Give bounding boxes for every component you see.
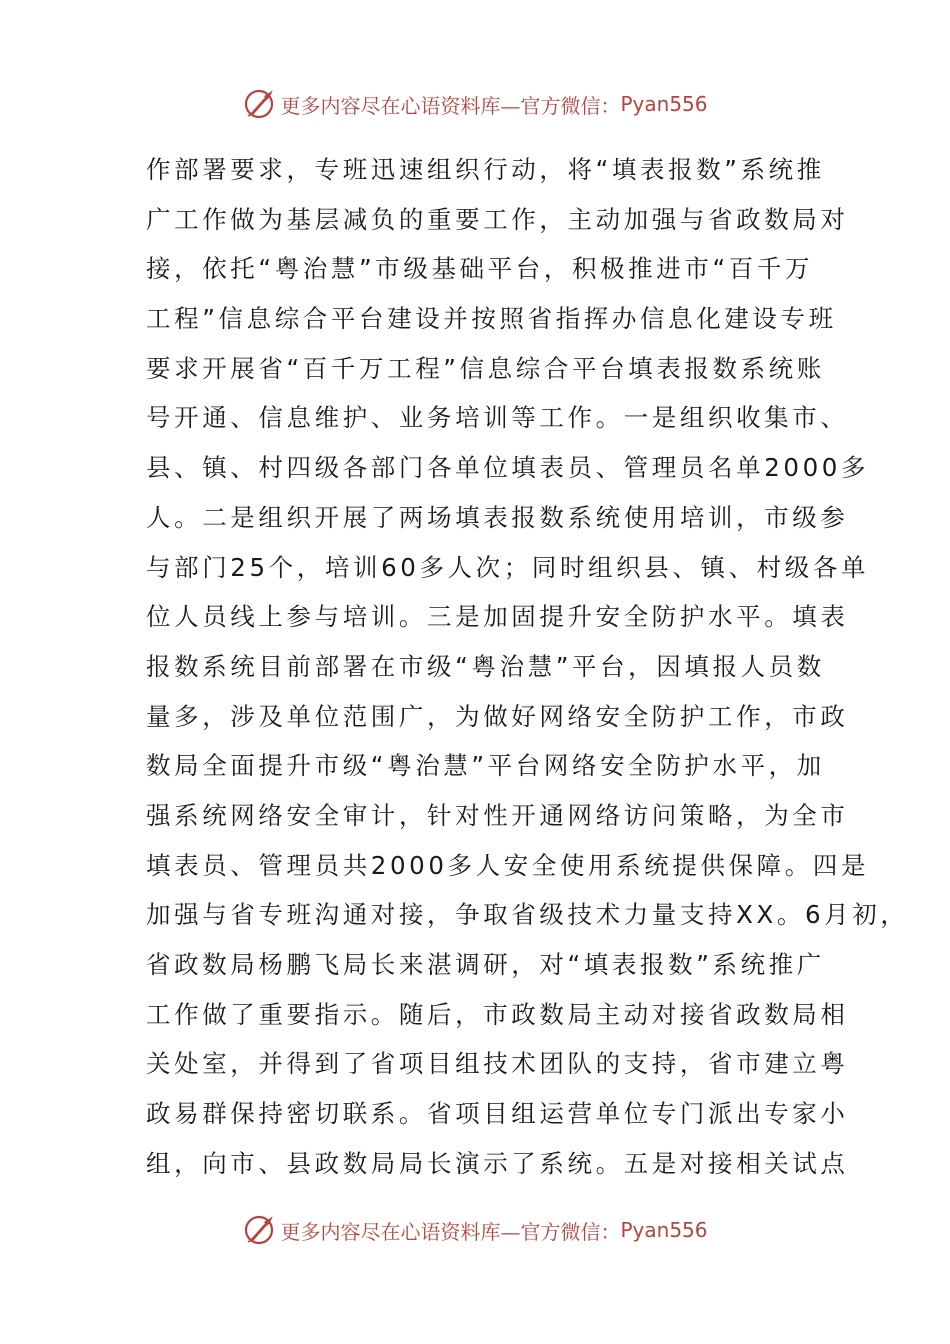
- footer-banner-text: 更多内容尽在心语资料库—官方微信：: [280, 1219, 621, 1244]
- header-banner-text: 更多内容尽在心语资料库—官方微信：: [280, 93, 621, 118]
- body-line: 政易群保持密切联系。省项目组运营单位专门派出专家小: [146, 1099, 849, 1129]
- header-banner: [0, 84, 950, 124]
- body-line: 广工作做为基层减负的重要工作，主动加强与省政数局对: [146, 204, 849, 234]
- body-line: 关处室，并得到了省项目组技术团队的支持，省市建立粤: [146, 1049, 849, 1079]
- quill-pen-circle-icon: [242, 1213, 276, 1247]
- body-line: 强系统网络安全审计，针对性开通网络访问策略，为全市: [146, 800, 849, 830]
- body-line: 数局全面提升市级“粤治慧”平台网络安全防护水平，加: [146, 751, 825, 781]
- body-line: 工作做了重要指示。随后，市政数局主动对接省政数局相: [146, 999, 849, 1029]
- body-line: 省政数局杨鹏飞局长来湛调研，对“填表报数”系统推广: [146, 950, 825, 979]
- document-body: [146, 145, 909, 1188]
- body-line: 量多，涉及单位范围广，为做好网络安全防护工作，市政: [146, 701, 849, 731]
- body-line: 填表员、管理员共2000多人安全使用系统提供保障。四是: [146, 850, 870, 880]
- footer-banner: [0, 1210, 950, 1250]
- body-line: 工程”信息综合平台建设并按照省指挥办信息化建设专班: [146, 304, 837, 334]
- body-line: 县、镇、村四级各部门各单位填表员、管理员名单2000多: [146, 453, 870, 483]
- footer-banner-handle: Pyan556: [620, 1218, 708, 1242]
- body-line: 位人员线上参与培训。三是加固提升安全防护水平。填表: [146, 602, 849, 632]
- header-banner-handle: Pyan556: [620, 92, 708, 116]
- body-line: 号开通、信息维护、业务培训等工作。一是组织收集市、: [146, 403, 849, 433]
- body-line: 作部署要求，专班迅速组织行动，将“填表报数”系统推: [146, 155, 825, 184]
- quill-pen-circle-icon: [242, 87, 276, 121]
- body-line: 要求开展省“百千万工程”信息综合平台填表报数系统账: [146, 353, 825, 383]
- body-line: 接，依托“粤治慧”市级基础平台，积极推进市“百千万: [146, 254, 814, 284]
- body-line: 与部门25个，培训60多人次；同时组织县、镇、村级各单: [146, 552, 870, 582]
- body-line: 加强与省专班沟通对接，争取省级技术力量支持XX。6月初，: [146, 900, 909, 930]
- body-line: 组，向市、县政数局局长演示了系统。五是对接相关试点: [146, 1148, 849, 1178]
- body-line: 人。二是组织开展了两场填表报数系统使用培训，市级参: [146, 502, 849, 532]
- body-line: 报数系统目前部署在市级“粤治慧”平台，因填报人员数: [146, 651, 825, 681]
